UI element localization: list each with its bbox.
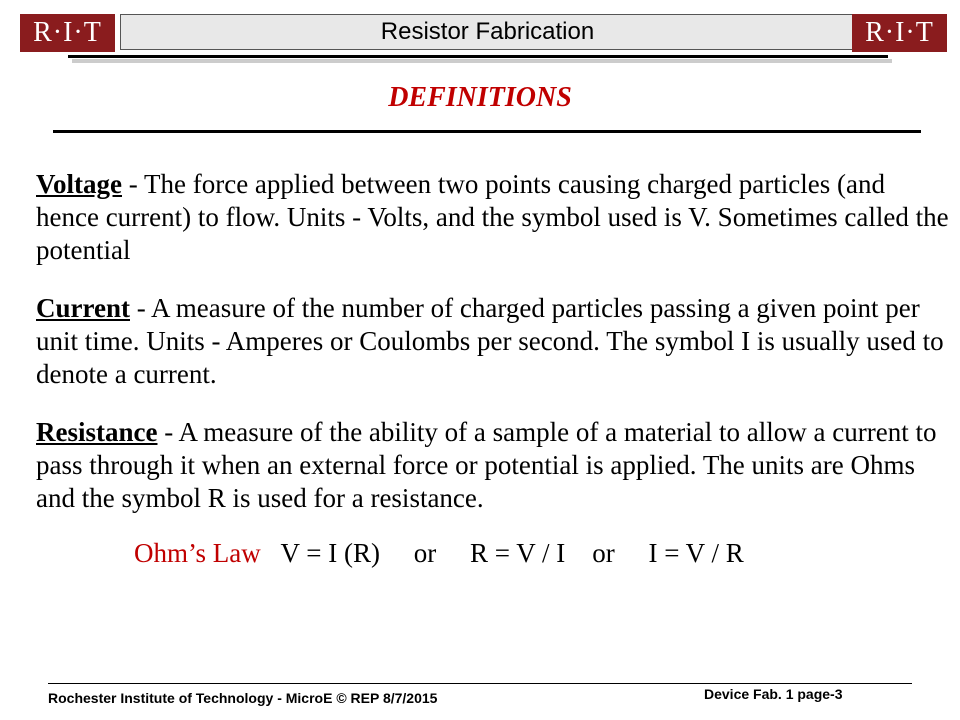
slide-title: Resistor Fabrication	[380, 18, 595, 45]
footer-institution: Rochester Institute of Technology - MicroE © REP 8/7/2015	[48, 690, 438, 706]
definition-resistance-text: - A measure of the ability of a sample of a material to allow a current to pass through it when an external force or potential is applied. The units are Ohms and the symbol R is used for a resistance.	[36, 417, 937, 513]
title-divider-shadow	[72, 59, 892, 63]
definition-voltage-text: - The force applied between two points causing charged particles (and hence current) to flow. Units - Volts, and the symbol used is V. Sometimes called the potential	[36, 169, 949, 265]
title-divider	[68, 55, 888, 58]
rit-logo-left: R·I·T	[20, 14, 115, 52]
slide-title-bar	[120, 14, 855, 50]
heading-divider	[53, 130, 921, 133]
footer-divider	[48, 683, 912, 684]
term-voltage: Voltage	[36, 169, 122, 199]
rit-logo-right: R·I·T	[852, 14, 947, 52]
ohms-law-formula: V = I (R) or R = V / I or I = V / R	[260, 538, 744, 568]
term-current: Current	[36, 293, 130, 323]
definition-current	[36, 292, 950, 391]
definition-resistance	[36, 416, 950, 515]
term-resistance: Resistance	[36, 417, 158, 447]
footer-page-number: Device Fab. 1 page-3	[704, 686, 843, 702]
definition-voltage	[36, 168, 950, 267]
section-heading: DEFINITIONS	[388, 82, 572, 113]
ohms-law-label: Ohm’s Law	[134, 538, 261, 568]
ohms-law-line	[134, 538, 934, 569]
definition-current-text: - A measure of the number of charged particles passing a given point per unit time. Units - Amperes or Coulombs per second. The symbol I is usually used to denote a current.	[36, 293, 944, 389]
